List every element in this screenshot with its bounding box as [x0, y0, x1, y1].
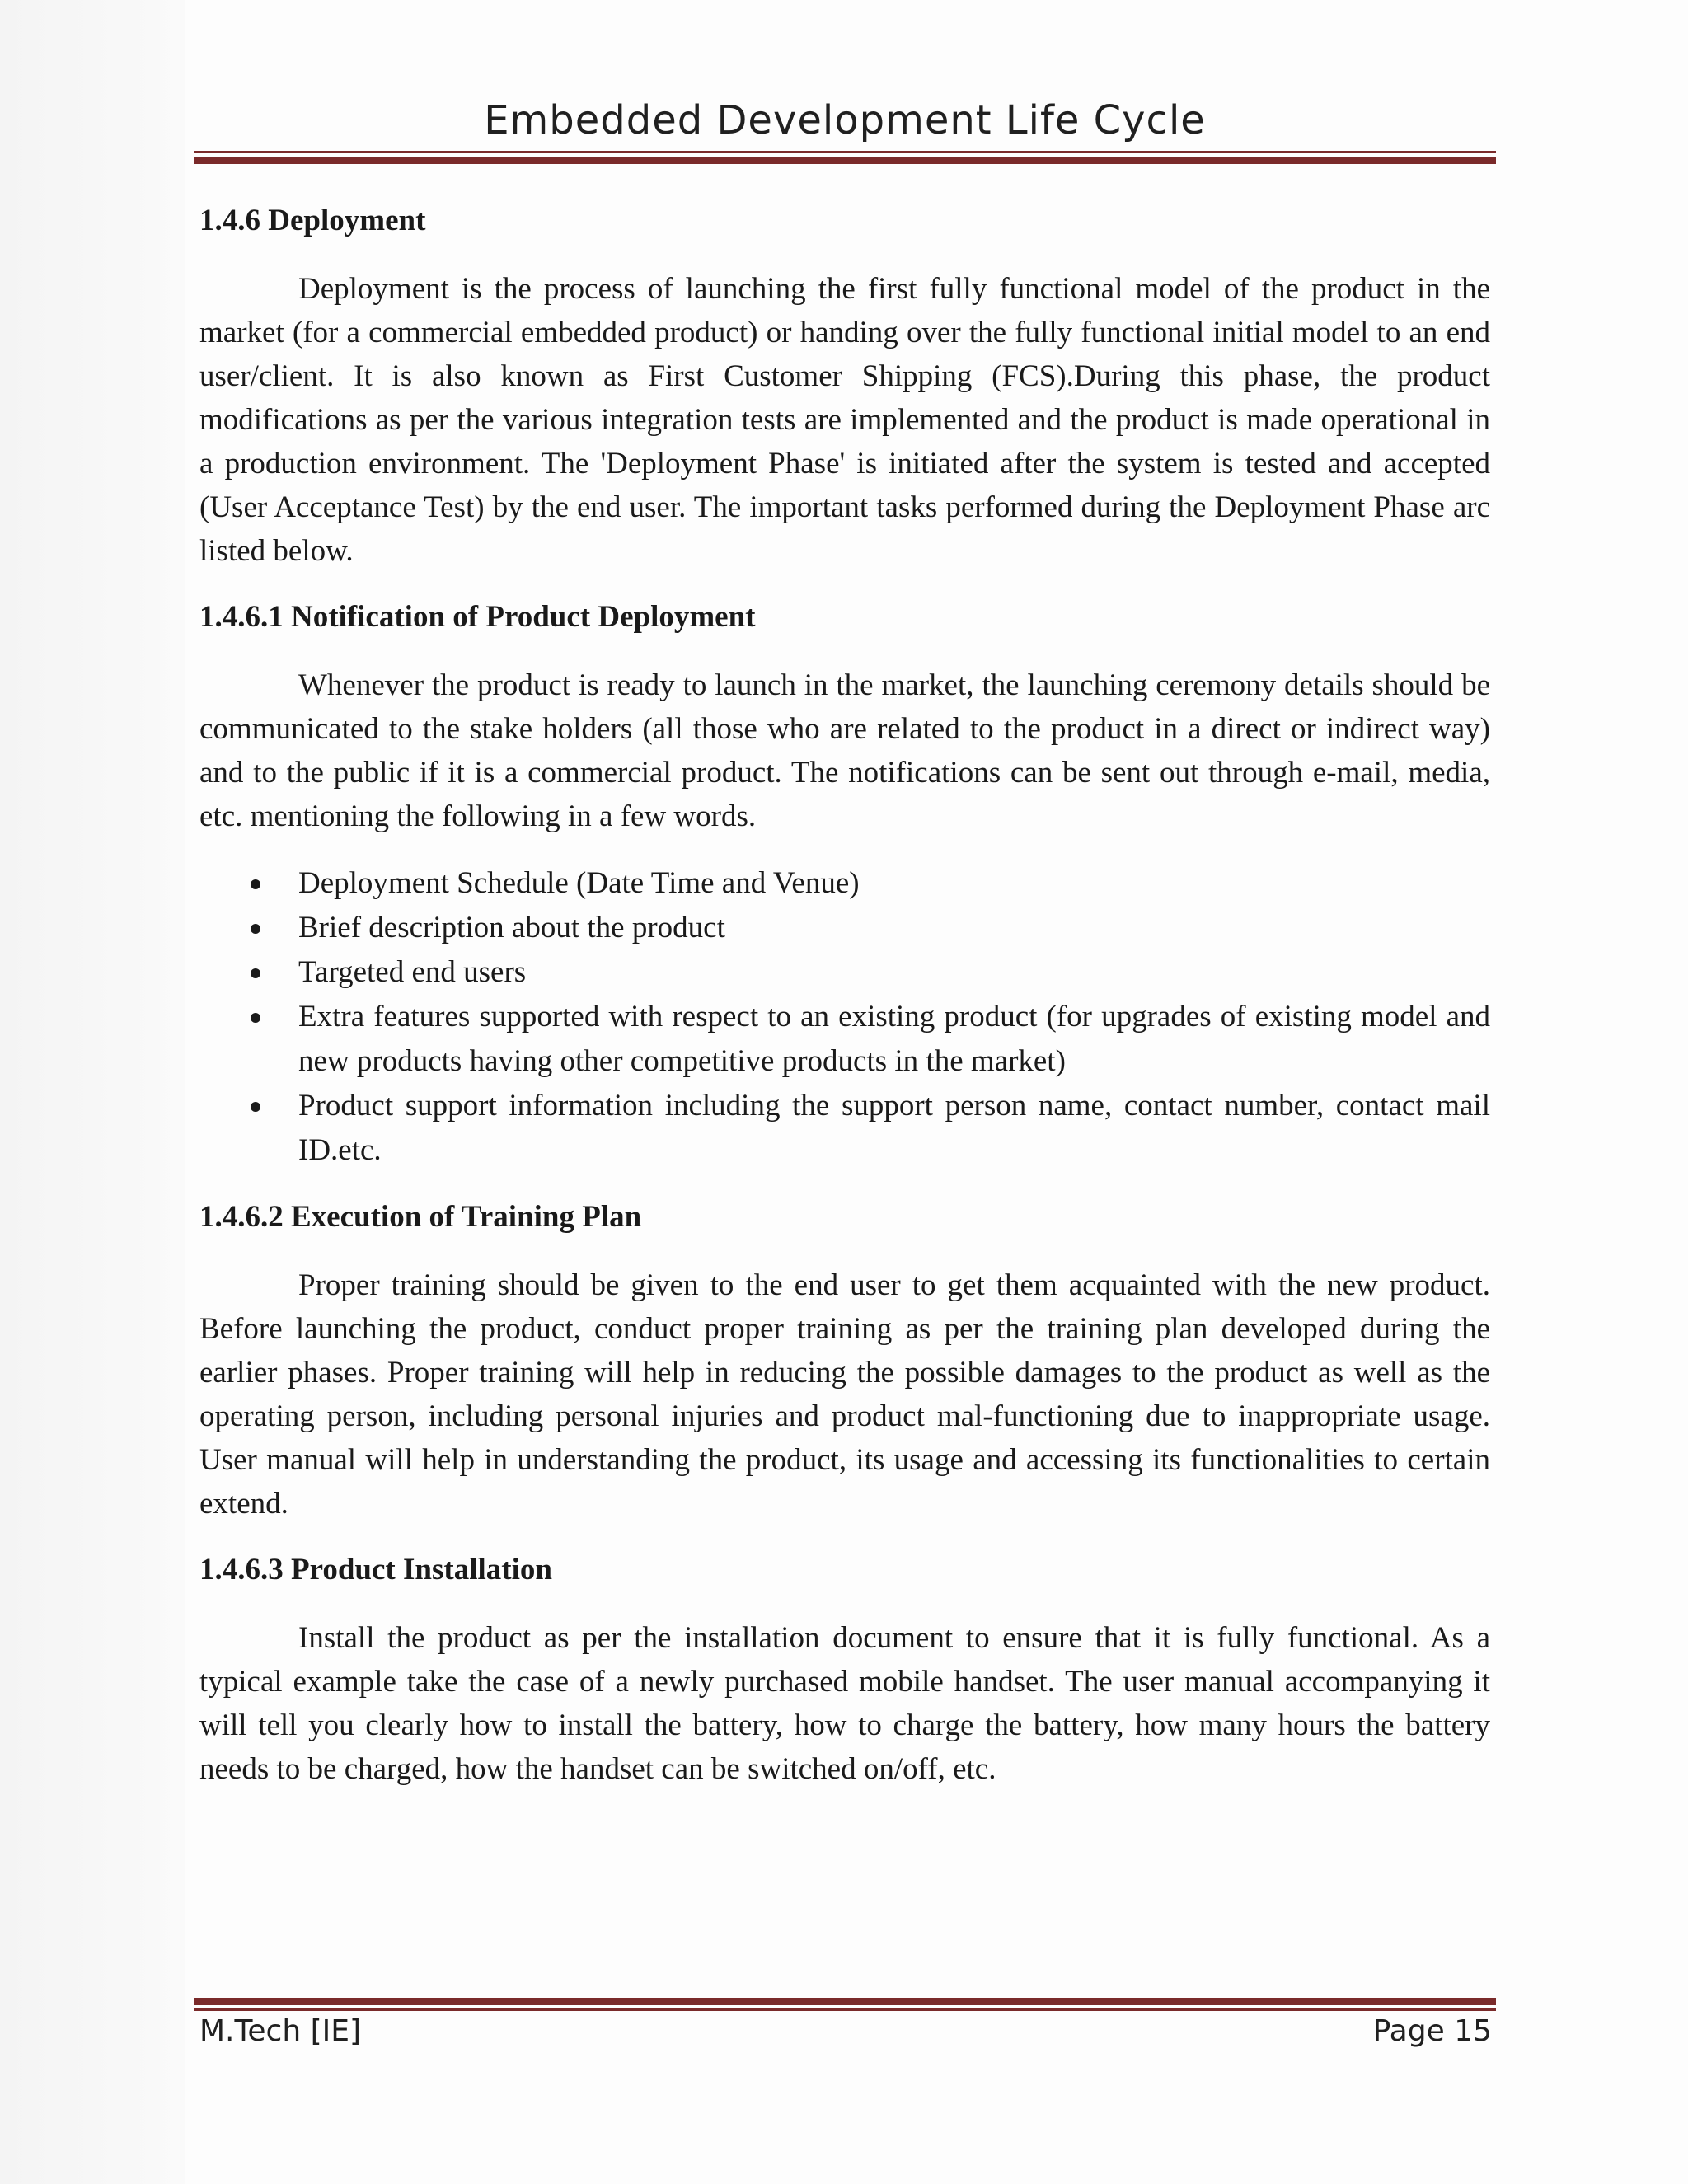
section-heading-training: 1.4.6.2 Execution of Training Plan [199, 1200, 642, 1234]
training-paragraph: Proper training should be given to the end user to get them acquainted with the new product. Before launching the product, conduct proper training as per the training plan developed during the earlier phases. Proper training will help in reducing the possible damages to the product as well as the operating person, including personal injuries and product mal-functioning due to inappropriate usage. User manual will help in understanding the product, its usage and accessing its functionalities to certain extend. [199, 1268, 1490, 1521]
list-item-text: Product support information including the support person name, contact number, contact mail ID.etc. [298, 1089, 1490, 1167]
notification-paragraph: Whenever the product is ready to launch in the market, the launching ceremony details should be communicated to the stake holders (all those who are related to the product in a direct or indirect way) and to the public if it is a commercial product. The notifications can be sent out through e-mail, media, etc. mentioning the following in a few words. [199, 668, 1490, 833]
list-item [298, 950, 1490, 995]
footer-course: M.Tech [IE] [199, 2014, 362, 2048]
list-item-text: Extra features supported with respect to an existing product (for upgrades of existing model and new products having other competitive products in the market) [298, 1000, 1490, 1078]
list-item-text: Brief description about the product [298, 911, 725, 944]
page-content [199, 199, 1490, 1814]
footer-rule-thin [194, 2008, 1496, 2011]
list-item [298, 995, 1490, 1084]
section-heading-installation: 1.4.6.3 Product Installation [199, 1553, 552, 1586]
list-item-text: Deployment Schedule (Date Time and Venue) [298, 866, 860, 900]
notification-bullet-list [199, 861, 1490, 1173]
list-item [298, 1084, 1490, 1173]
bullet-icon [251, 1102, 260, 1112]
bullet-icon [251, 968, 260, 978]
section-heading-deployment: 1.4.6 Deployment [199, 204, 426, 237]
bullet-icon [251, 1013, 260, 1023]
footer-rule-thick [194, 1998, 1496, 2005]
bullet-icon [251, 879, 260, 889]
installation-paragraph: Install the product as per the installation document to ensure that it is fully functional. As a typical example take the case of a newly purchased mobile handset. The user manual accompanying it will tell you clearly how to install the battery, how to charge the battery, how many hours the battery needs to be charged, how the handset can be switched on/off, etc. [199, 1621, 1490, 1786]
section-heading-notification: 1.4.6.1 Notification of Product Deployment [199, 600, 756, 634]
deployment-paragraph: Deployment is the process of launching the first fully functional model of the product in the market (for a commercial embedded product) or handing over the fully functional initial model to an end user/client. It is also known as First Customer Shipping (FCS).During this phase, the product modifications as per the various integration tests are implemented and the product is made operational in a production environment. The 'Deployment Phase' is initiated after the system is tested and accepted (User Acceptance Test) by the end user. The important tasks performed during the Deployment Phase arc listed below. [199, 272, 1490, 568]
list-item [298, 861, 1490, 906]
running-header: Embedded Development Life Cycle [484, 97, 1206, 143]
list-item [298, 906, 1490, 950]
header-rule-thick [194, 157, 1496, 164]
header-rule-thin [194, 151, 1496, 153]
footer-page-number: Page 15 [1372, 2014, 1492, 2048]
list-item-text: Targeted end users [298, 955, 527, 989]
bullet-icon [251, 924, 260, 934]
